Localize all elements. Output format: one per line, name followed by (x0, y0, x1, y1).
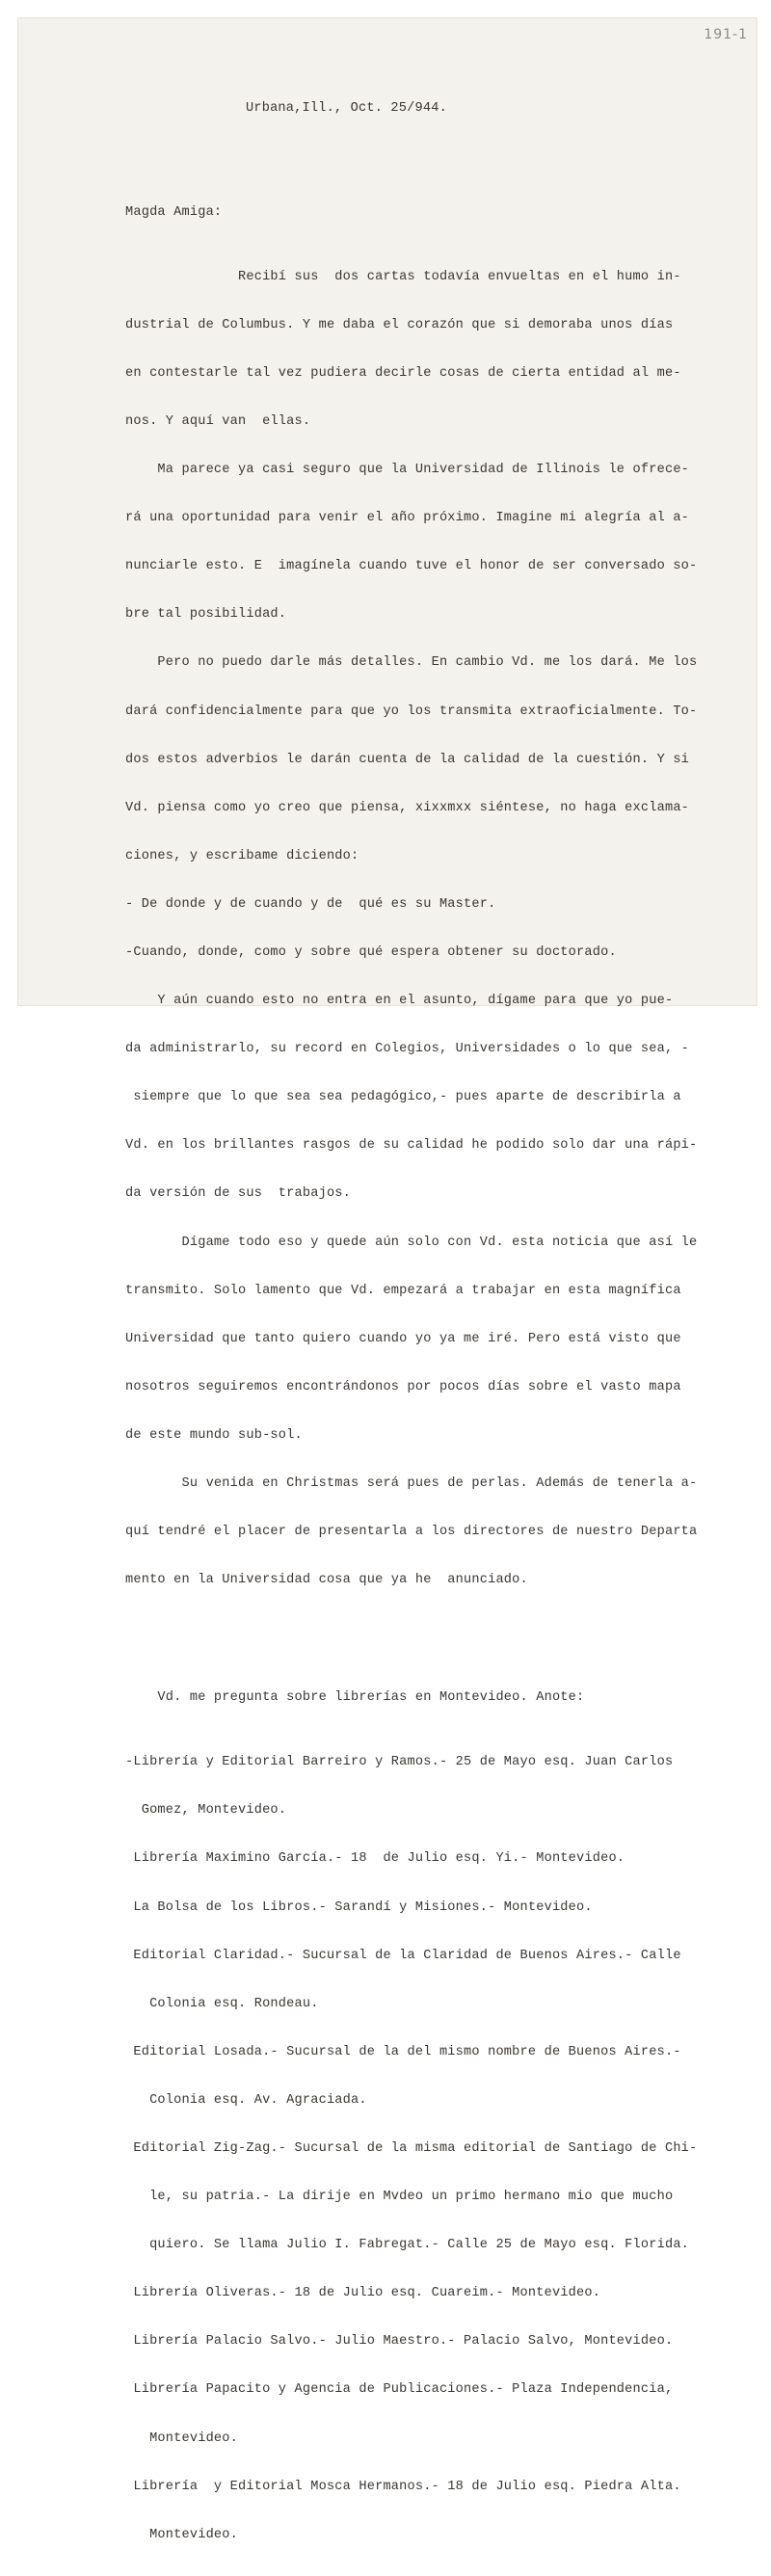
library-line: Librería Maximino García.- 18 de Julio esq. Yi.- Montevideo. (125, 1851, 625, 1867)
body-line: Vd. en los brillantes rasgos de su calidad he podido solo dar una rápi- (125, 1138, 698, 1154)
library-line: Librería Palacio Salvo.- Julio Maestro.- Palacio Salvo, Montevideo. (125, 2334, 674, 2350)
body-line: nosotros seguiremos encontrándonos por pocos días sobre el vasto mapa (125, 1379, 681, 1394)
letter-page (17, 17, 758, 2542)
body-line: nunciarle esto. E imagínela cuando tuve el honor de ser conversado so- (125, 559, 698, 574)
body-line: Ma parece ya casi seguro que la Universidad de Illinois le ofrece- (125, 463, 690, 478)
libraries-intro: Vd. me pregunta sobre librerías en Montevideo. Anote: (125, 1690, 585, 1706)
body-line: quí tendré el placer de presentarla a los directores de nuestro Departa (125, 1525, 698, 1540)
body-line: nos. Y aquí van ellas. (125, 413, 311, 429)
body-line: de este mundo sub-sol. (125, 1427, 303, 1443)
library-line: Colonia esq. Rondeau. (125, 1996, 319, 2011)
body-line: dos estos adverbios le darán cuenta de la calidad de la cuestión. Y si (125, 752, 690, 767)
library-line: Montevideo. (125, 2527, 239, 2542)
spacer (125, 150, 761, 173)
date-line: Urbana,Ill., Oct. 25/944. (246, 101, 447, 117)
library-line: -Librería y Editorial Barreiro y Ramos.- 25 de Mayo esq. Juan Carlos (125, 1755, 674, 1770)
body-line: bre tal posibilidad. (125, 607, 287, 623)
body-line: Y aún cuando esto no entra en el asunto, dígame para que yo pue- (125, 994, 674, 1009)
library-line: Montevideo. (125, 2430, 239, 2446)
body-line: dará confidencialmente para que yo los transmita extraoficialmente. To- (125, 704, 698, 719)
library-line: Gomez, Montevideo. (125, 1803, 287, 1819)
library-line: Editorial Losada.- Sucursal de la del mismo nombre de Buenos Aires.- (125, 2044, 681, 2059)
body-line: Pero no puedo darle más detalles. En cambio Vd. me los dará. Me los (125, 655, 698, 671)
body-line: transmito. Solo lamento que Vd. empezará a trabajar en esta magnífica (125, 1283, 681, 1298)
library-line: Editorial Claridad.- Sucursal de la Claridad de Buenos Aires.- Calle (125, 1948, 681, 1963)
library-line: le, su patria.- La dirije en Mvdeo un primo hermano mio que mucho (125, 2190, 674, 2205)
library-line: Librería Oliveras.- 18 de Julio esq. Cuareim.- Montevideo. (125, 2286, 601, 2301)
body-line: - De donde y de cuando y de qué es su Master. (125, 896, 496, 912)
body-line: en contestarle tal vez pudiera decirle cosas de cierta entidad al me- (125, 365, 681, 381)
body-line: Su venida en Christmas será pues de perlas. Además de tenerla a- (125, 1476, 698, 1492)
body-line: Universidad que tanto quiero cuando yo ya me iré. Pero está visto que (125, 1331, 681, 1346)
spacer (125, 1637, 761, 1659)
archive-reference: 191-1 (704, 27, 748, 42)
body-line: -Cuando, donde, como y sobre qué espera obtener su doctorado. (125, 945, 617, 961)
library-line: Colonia esq. Av. Agraciada. (125, 2092, 367, 2108)
library-line: quiero. Se llama Julio I. Fabregat.- Calle 25 de Mayo esq. Florida. (125, 2238, 690, 2253)
body-line: dustrial de Columbus. Y me daba el corazón que si demoraba unos días (125, 317, 674, 332)
library-line: Librería y Editorial Mosca Hermanos.- 18 de Julio esq. Piedra Alta. (125, 2479, 681, 2494)
body-line: ciones, y escribame diciendo: (125, 848, 359, 863)
body-line: da administrarlo, su record en Colegios, Universidades o lo que sea, - (125, 1042, 690, 1057)
body-line: siempre que lo que sea sea pedagógico,- pues aparte de describirla a (125, 1090, 681, 1105)
body-line: Vd. piensa como yo creo que piensa, xixxmxx siéntese, no haga exclama- (125, 800, 690, 815)
salutation: Magda Amiga: (125, 204, 223, 220)
letter-text (125, 69, 761, 2576)
body-line: rá una oportunidad para venir el año próximo. Imagine mi alegría al a- (125, 511, 690, 526)
library-line: Editorial Zig-Zag.- Sucursal de la misma editorial de Santiago de Chi- (125, 2140, 698, 2156)
body-line: da versión de sus trabajos. (125, 1186, 352, 1202)
library-line: Librería Papacito y Agencia de Publicaciones.- Plaza Independencia, (125, 2382, 674, 2398)
body-line: Dígame todo eso y quede aún solo con Vd. esta noticia que así le (125, 1235, 698, 1250)
body-line: mento en la Universidad cosa que ya he anunciado. (125, 1573, 528, 1588)
library-line: La Bolsa de los Libros.- Sarandí y Misiones.- Montevideo. (125, 1899, 593, 1915)
body-line: Recibí sus dos cartas todavía envueltas en el humo in- (125, 269, 681, 284)
